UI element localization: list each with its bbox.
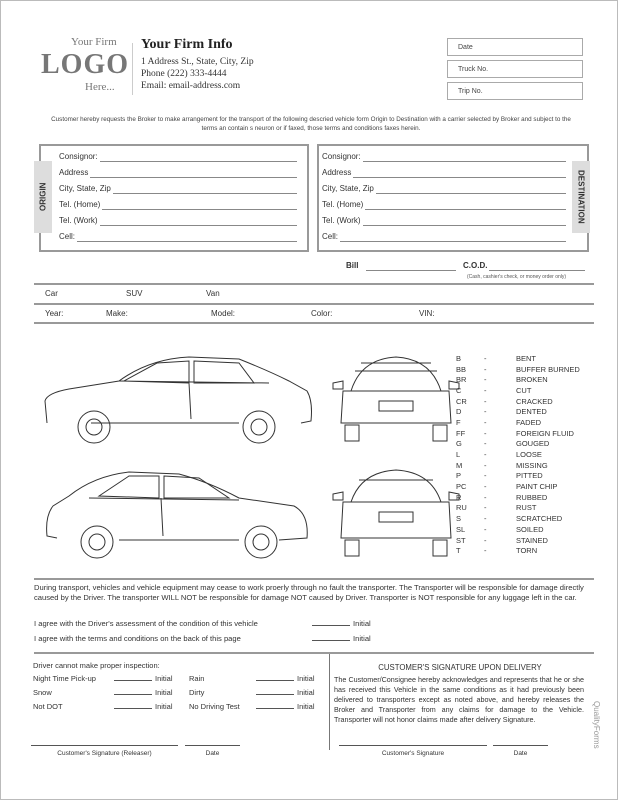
cod-note: (Cash, cashier's check, or money order only)	[467, 274, 567, 280]
car-rear-diagram[interactable]	[331, 466, 461, 561]
code-meaning: PAINT CHIP	[516, 482, 558, 492]
dest-cell-field[interactable]	[322, 232, 566, 242]
initial-label: Initial	[155, 674, 173, 683]
code-meaning: FOREIGN FLUID	[516, 428, 574, 438]
code-meaning: PITTED	[516, 471, 543, 481]
code-meaning: RUST	[516, 503, 537, 513]
dash: -	[484, 503, 487, 513]
field-label: City, State, Zip	[59, 184, 111, 193]
code-meaning: LOOSE	[516, 450, 542, 460]
dash: -	[484, 439, 487, 449]
vehicle-type-van[interactable]: Van	[206, 289, 220, 298]
code: BR	[456, 375, 467, 385]
color-field[interactable]: Color:	[311, 309, 333, 318]
cod-label: C.O.D.	[463, 261, 488, 270]
code-meaning: RUBBED	[516, 492, 548, 502]
code: T	[456, 546, 461, 556]
dash: -	[484, 353, 487, 363]
code: FF	[456, 428, 466, 438]
delivery-text: The Customer/Consignee hereby acknowledges and represents that he or she has received this Vehicle in the same conditions as it had previously been delivered to transporters except as noted above, and hereby releases the Broker and Transporter from any claims for damage to the Vehicle. Transporter will not honor claims made after delivery Signature.	[334, 675, 584, 724]
customer-signature-line[interactable]	[339, 745, 487, 746]
origin-tel-home-field[interactable]	[59, 200, 297, 210]
divider	[34, 322, 594, 324]
code-meaning: STAINED	[516, 535, 548, 545]
car-right-side-diagram[interactable]	[39, 466, 319, 566]
dest-tel-home-field[interactable]	[322, 200, 566, 210]
vertical-divider	[329, 654, 330, 750]
cod-field[interactable]	[463, 261, 585, 271]
agreement-assessment[interactable]	[34, 619, 374, 629]
code-meaning: BROKEN	[516, 375, 548, 385]
dash: -	[484, 460, 487, 470]
divider	[34, 578, 594, 580]
inspection-label: Not DOT	[33, 702, 63, 711]
code: CR	[456, 396, 467, 406]
initial-label: Initial	[353, 634, 371, 643]
origin-city-field[interactable]	[59, 184, 297, 194]
releaser-signature-line[interactable]	[31, 745, 178, 746]
vin-field[interactable]: VIN:	[419, 309, 435, 318]
dash: -	[484, 524, 487, 534]
code-meaning: SCRATCHED	[516, 514, 563, 524]
code: S	[456, 514, 462, 524]
damage-code-row	[456, 460, 580, 471]
inspection-item[interactable]	[189, 674, 325, 683]
dash: -	[484, 364, 487, 374]
field-label: Consignor:	[59, 152, 98, 161]
dash: -	[484, 535, 487, 545]
damage-code-legend	[456, 353, 580, 556]
code-meaning: CUT	[516, 385, 532, 395]
inspection-label: Night Time Pick-up	[33, 674, 96, 683]
logo-bottom: Here...	[85, 81, 115, 93]
origin-tel-work-field[interactable]	[59, 216, 297, 226]
initial-label: Initial	[155, 702, 173, 711]
dash: -	[484, 450, 487, 460]
damage-code-row	[456, 449, 580, 460]
initial-label: Initial	[297, 674, 315, 683]
damage-code-row	[456, 374, 580, 385]
date-label-2: Date	[513, 750, 528, 757]
inspection-item[interactable]	[33, 702, 183, 711]
inspection-title: Driver cannot make proper inspection:	[33, 661, 160, 670]
damage-code-row	[456, 471, 580, 482]
origin-address-field[interactable]	[59, 168, 297, 178]
make-field[interactable]: Make:	[106, 309, 128, 318]
divider	[34, 652, 594, 654]
vehicle-type-car[interactable]: Car	[45, 289, 58, 298]
car-left-side-diagram[interactable]	[39, 351, 319, 451]
dash: -	[484, 471, 487, 481]
code-meaning: SOILED	[516, 524, 544, 534]
code-meaning: TORN	[516, 546, 538, 556]
field-label: Cell:	[59, 232, 76, 241]
damage-code-row	[456, 385, 580, 396]
origin-tab: ORIGIN	[34, 161, 52, 233]
code: RU	[456, 503, 467, 513]
date-line-1[interactable]	[185, 745, 240, 746]
damage-code-row	[456, 353, 580, 364]
damage-code-row	[456, 503, 580, 514]
firm-address: 1 Address St., State, City, Zip	[141, 57, 254, 67]
code: P	[456, 471, 462, 481]
field-label: Consignor:	[322, 152, 361, 161]
field-label: Cell:	[322, 232, 339, 241]
code-meaning: BUFFER BURNED	[516, 364, 580, 374]
releaser-signature-label: Customer's Signature (Releaser)	[57, 750, 152, 757]
dest-city-field[interactable]	[322, 184, 566, 194]
initial-label: Initial	[297, 688, 315, 697]
notice-text: Customer hereby requests the Broker to make arrangement for the transport of the following descried vehicle form Origin to Destination with a carrier selected by Broker and subject to the terms an contain s neuron or if faxed, those terms and conditions faxes herein.	[51, 116, 571, 132]
date-box[interactable]: Date	[447, 38, 583, 56]
disclaimer-text: During transport, vehicles and vehicle equipment may cease to work proerly through no fault the transporter. The Transporter will be responsible for damage directly caused by the Driver. The transporter WILL NOT be responsible for damage NOT caused by Driver. Transporter is NOT responsible for any luggage left in the car.	[34, 583, 584, 602]
damage-code-row	[456, 535, 580, 546]
dest-consignor-field[interactable]	[322, 152, 566, 162]
code-meaning: MISSING	[516, 460, 548, 470]
damage-code-row	[456, 545, 580, 556]
firm-email: Email: email-address.com	[141, 81, 241, 91]
code: B	[456, 353, 462, 363]
dash: -	[484, 375, 487, 385]
field-label: Address	[322, 168, 352, 177]
initial-label: Initial	[353, 619, 371, 628]
logo-main: LOGO	[41, 49, 130, 80]
date-line-2[interactable]	[493, 745, 548, 746]
code-meaning: GOUGED	[516, 439, 550, 449]
damage-code-row	[456, 428, 580, 439]
origin-consignor-field[interactable]	[59, 152, 297, 162]
truck-no-box[interactable]: Truck No.	[447, 60, 583, 78]
damage-code-row	[456, 492, 580, 503]
initial-label: Initial	[155, 688, 173, 697]
dash: -	[484, 514, 487, 524]
vehicle-type-suv[interactable]: SUV	[126, 289, 143, 298]
dash: -	[484, 546, 487, 556]
field-label: City, State, Zip	[322, 184, 374, 193]
agreement-label: I agree with the Driver's assessment of the condition of this vehicle	[34, 619, 258, 628]
dash: -	[484, 492, 487, 502]
firm-contact	[141, 56, 254, 92]
field-label: Tel. (Work)	[322, 216, 361, 225]
divider	[34, 283, 594, 285]
code: BB	[456, 364, 467, 374]
inspection-item[interactable]	[33, 688, 183, 697]
dash: -	[484, 417, 487, 427]
damage-code-row	[456, 513, 580, 524]
code: L	[456, 450, 461, 460]
logo-top: Your Firm	[71, 36, 117, 48]
field-label: Address	[59, 168, 89, 177]
code: C	[456, 385, 462, 395]
code: G	[456, 439, 462, 449]
model-field[interactable]: Model:	[211, 309, 236, 318]
delivery-title: CUSTOMER'S SIGNATURE UPON DELIVERY	[378, 663, 542, 672]
car-front-diagram[interactable]	[331, 351, 461, 446]
damage-code-row	[456, 396, 580, 407]
destination-tab: DESTINATION	[572, 161, 590, 233]
code: M	[456, 460, 463, 470]
damage-code-row	[456, 524, 580, 535]
bill-label: Bill	[346, 261, 359, 270]
code: D	[456, 407, 462, 417]
agreement-label: I agree with the terms and conditions on the back of this page	[34, 634, 241, 643]
code: R	[456, 492, 462, 502]
damage-code-row	[456, 417, 580, 428]
code: ST	[456, 535, 466, 545]
dash: -	[484, 407, 487, 417]
code-meaning: FADED	[516, 417, 542, 427]
damage-code-row	[456, 439, 580, 450]
year-field[interactable]: Year:	[45, 309, 64, 318]
inspection-label: No Driving Test	[189, 702, 240, 711]
code-meaning: DENTED	[516, 407, 547, 417]
field-label: Tel. (Home)	[322, 200, 364, 209]
date-label-1: Date	[205, 750, 220, 757]
inspection-label: Snow	[33, 688, 52, 697]
dest-address-field[interactable]	[322, 168, 566, 178]
dash: -	[484, 385, 487, 395]
field-label: Tel. (Home)	[59, 200, 101, 209]
initial-label: Initial	[297, 702, 315, 711]
brand-watermark: QualityForms	[592, 701, 601, 749]
customer-signature-label: Customer's Signature	[381, 750, 445, 757]
trip-no-box[interactable]: Trip No.	[447, 82, 583, 100]
dash: -	[484, 396, 487, 406]
damage-code-row	[456, 406, 580, 417]
dash: -	[484, 482, 487, 492]
damage-code-row	[456, 481, 580, 492]
code: PC	[456, 482, 467, 492]
code-meaning: BENT	[516, 353, 537, 363]
damage-code-row	[456, 364, 580, 375]
inspection-label: Rain	[189, 674, 205, 683]
logo-divider	[132, 43, 133, 95]
dest-tel-work-field[interactable]	[322, 216, 566, 226]
divider	[34, 303, 594, 305]
code: SL	[456, 524, 466, 534]
firm-phone: Phone (222) 333-4444	[141, 69, 227, 79]
inspection-item[interactable]	[189, 702, 325, 711]
dash: -	[484, 428, 487, 438]
origin-cell-field[interactable]	[59, 232, 297, 242]
inspection-item[interactable]	[189, 688, 325, 697]
bill-field[interactable]	[346, 261, 456, 271]
inspection-label: Dirty	[189, 688, 205, 697]
code: F	[456, 417, 461, 427]
field-label: Tel. (Work)	[59, 216, 98, 225]
inspection-item[interactable]	[33, 674, 183, 683]
firm-name: Your Firm Info	[141, 37, 233, 52]
code-meaning: CRACKED	[516, 396, 553, 406]
agreement-terms[interactable]	[34, 634, 374, 644]
